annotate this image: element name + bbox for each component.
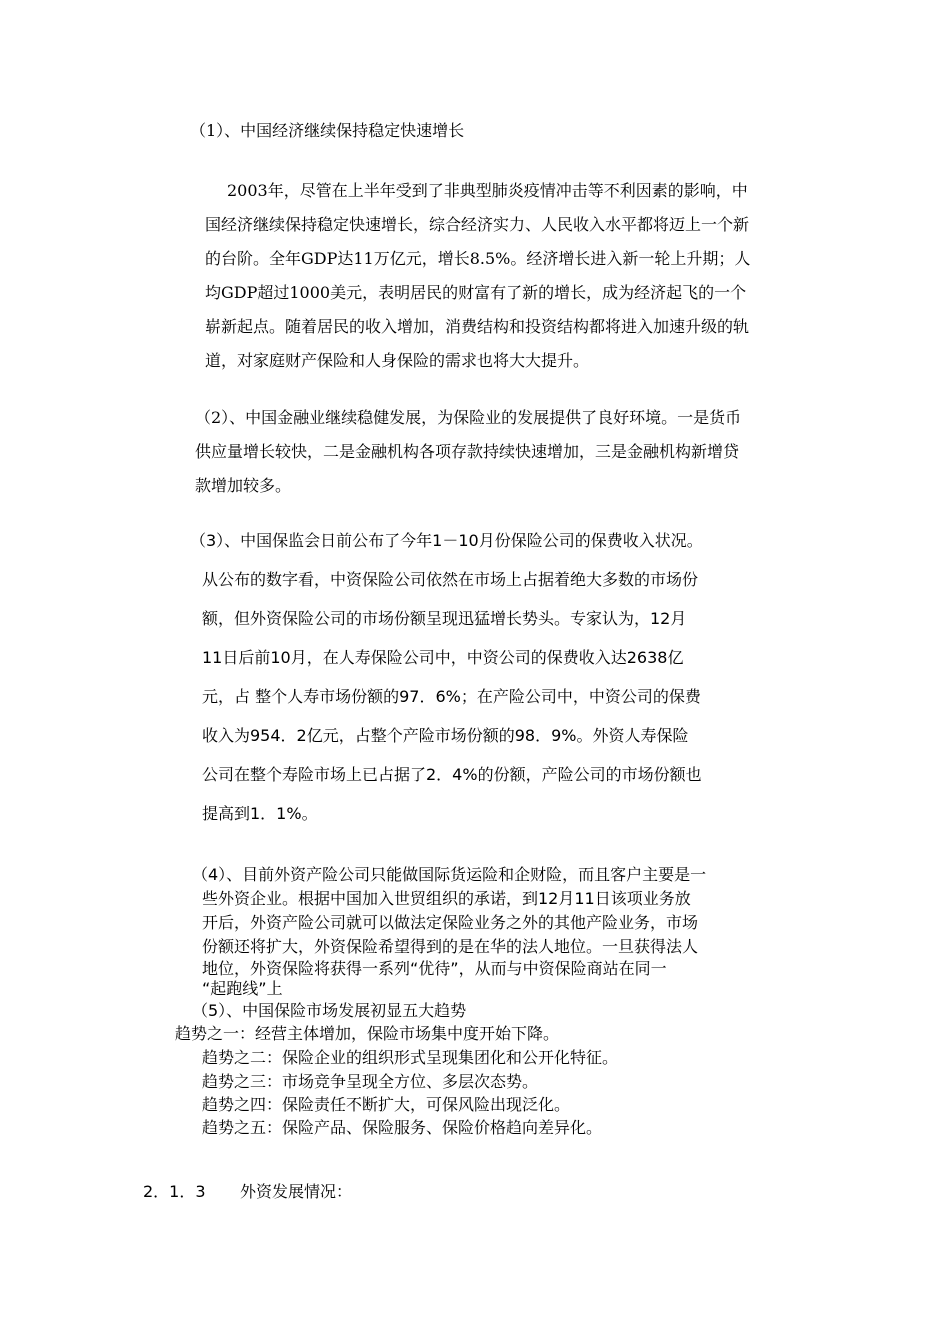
- paragraph-1-line-5: 崭新起点。随着居民的收入增加，消费结构和投资结构都将进入加速升级的轨: [205, 317, 750, 336]
- paragraph-4-line-2: 些外资企业。根据中国加入世贸组织的承诺，到12月11日该项业务放: [202, 889, 691, 908]
- paragraph-3-line-2: 从公布的数字看，中资保险公司依然在市场上占据着绝大多数的市场份: [202, 570, 699, 589]
- paragraph-3-line-7: 公司在整个寿险市场上已占据了2．4%的份额，产险公司的市场份额也: [202, 765, 702, 784]
- paragraph-2-line-3: 款增加较多。: [195, 476, 292, 495]
- paragraph-4-line-6: “起跑线”上: [202, 979, 283, 998]
- paragraph-4-line-5: 地位，外资保险将获得一系列“优待”，从而与中资保险商站在同一: [202, 959, 667, 978]
- paragraph-4-line-1: （4）、目前外资产险公司只能做国际货运险和企财险，而且客户主要是一: [192, 865, 707, 884]
- paragraph-1-line-1: 2003年，尽管在上半年受到了非典型肺炎疫情冲击等不利因素的影响，中: [227, 181, 748, 200]
- section-title: 外资发展情况：: [240, 1182, 353, 1201]
- paragraph-3-line-6: 收入为954．2亿元，占整个产险市场份额的98．9%。外资人寿保险: [202, 726, 689, 745]
- paragraph-3-line-4: 11日后前10月，在人寿保险公司中，中资公司的保费收入达2638亿: [202, 648, 684, 667]
- trend-item-2: 趋势之二：保险企业的组织形式呈现集团化和公开化特征。: [202, 1048, 619, 1067]
- paragraph-5-heading: （5）、中国保险市场发展初显五大趋势: [192, 1001, 467, 1020]
- paragraph-1-line-3: 的台阶。全年GDP达11万亿元，增长8.5%。经济增长进入新一轮上升期；人: [205, 249, 751, 268]
- paragraph-2-line-1: （2）、中国金融业继续稳健发展，为保险业的发展提供了良好环境。一是货币: [195, 408, 742, 427]
- paragraph-4-line-4: 份额还将扩大，外资保险希望得到的是在华的法人地位。一旦获得法人: [202, 937, 699, 956]
- trend-item-5: 趋势之五：保险产品、保险服务、保险价格趋向差异化。: [202, 1118, 603, 1137]
- trend-item-4: 趋势之四：保险责任不断扩大，可保风险出现泛化。: [202, 1095, 571, 1114]
- section-number: 2．1．3: [143, 1182, 206, 1201]
- paragraph-3-line-1: （3）、中国保监会日前公布了今年1－10月份保险公司的保费收入状况。: [190, 531, 703, 550]
- paragraph-4-line-3: 开后，外资产险公司就可以做法定保险业务之外的其他产险业务，市场: [202, 913, 699, 932]
- trend-item-1: 趋势之一：经营主体增加，保险市场集中度开始下降。: [175, 1024, 560, 1043]
- paragraph-3-line-3: 额，但外资保险公司的市场份额呈现迅猛增长势头。专家认为，12月: [202, 609, 687, 628]
- paragraph-1-heading: （1）、中国经济继续保持稳定快速增长: [190, 121, 465, 140]
- paragraph-2-line-2: 供应量增长较快，二是金融机构各项存款持续快速增加，三是金融机构新增贷: [195, 442, 740, 461]
- paragraph-1-line-6: 道，对家庭财产保险和人身保险的需求也将大大提升。: [205, 351, 590, 370]
- paragraph-3-line-8: 提高到1．1%。: [202, 804, 318, 823]
- paragraph-1-line-2: 国经济继续保持稳定快速增长，综合经济实力、人民收入水平都将迈上一个新: [205, 215, 750, 234]
- paragraph-1-line-4: 均GDP超过1000美元，表明居民的财富有了新的增长，成为经济起飞的一个: [205, 283, 747, 302]
- paragraph-3-line-5: 元，占 整个人寿市场份额的97．6%；在产险公司中，中资公司的保费: [202, 687, 701, 706]
- trend-item-3: 趋势之三：市场竞争呈现全方位、多层次态势。: [202, 1072, 539, 1091]
